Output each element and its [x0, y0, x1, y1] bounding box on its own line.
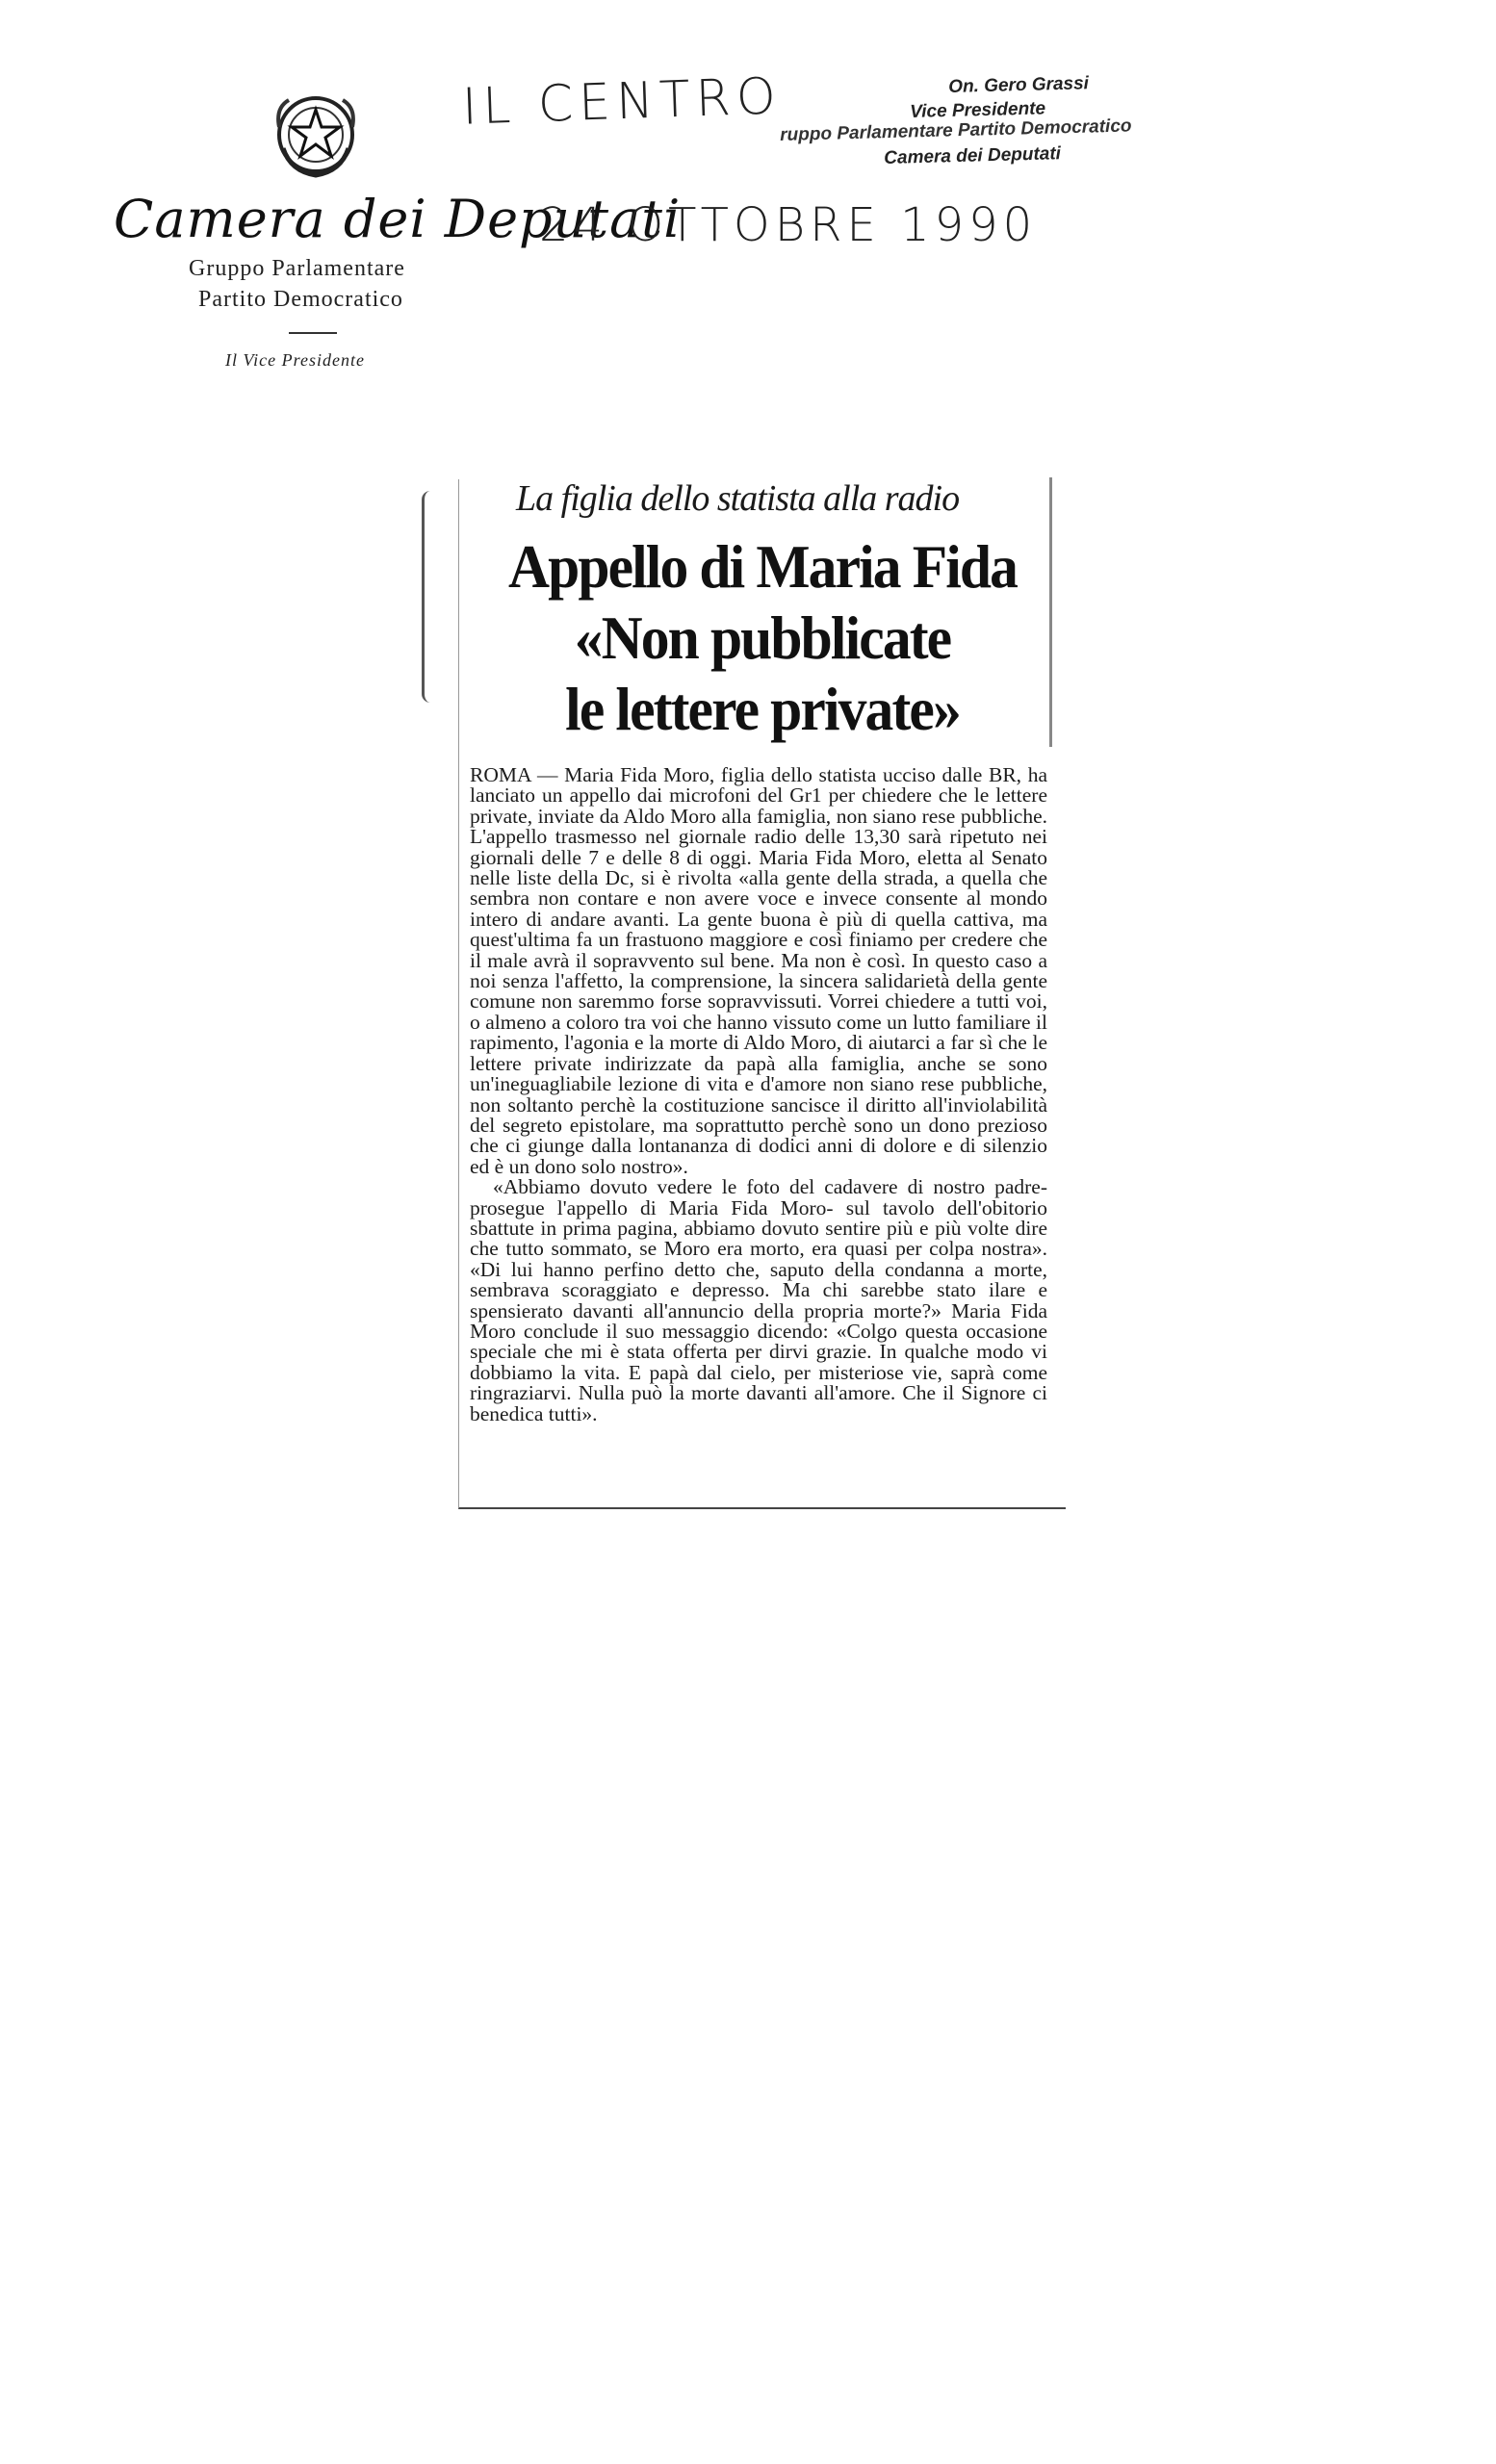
stamp-line4: Camera dei Deputati: [884, 143, 1062, 168]
article-kicker: La figlia dello statista alla radio: [516, 478, 960, 519]
article-paragraph-2: «Abbiamo dovuto vedere le foto del cadavere di nostro padre- prosegue l'appello di Maria Fida Moro- sul tavolo dell'obitorio sbattute in prima pagina, abbiamo dovuto sentire più e più volte dire che tutto sommato, se Moro era morto, era quasi per colpa nostra». «Di lui hanno perfino detto che, saputo della condanna a morte, sembrava scoraggiato e depresso. Ma chi sarebbe stato ilare e spensierato davanti all'annuncio della propria morte?» Maria Fida Moro conclude il suo messaggio dicendo: «Colgo questa occasione speciale che mi è stata offerta per dirvi grazie. In qualche modo vi dobbiamo la vita. E papà dal cielo, per misteriose vie, saprà come ringraziarvi. Nulla può la morte davanti all'amore. Che il Signore ci benedica tutti».: [470, 1175, 1047, 1425]
handwritten-newspaper-name: IL CENTRO: [461, 67, 783, 137]
letterhead-group-line1: Gruppo Parlamentare: [189, 256, 405, 281]
stamp-line2: Vice Presidente: [910, 98, 1046, 122]
headline-line-1: Appello di Maria Fida: [507, 532, 1018, 601]
italian-republic-emblem-icon: [270, 89, 362, 181]
article-body: [470, 765, 1047, 1424]
headline-line-3: le lettere private»: [565, 675, 960, 743]
headline-line-2: «Non pubblicate: [574, 603, 951, 672]
handwritten-date: 24 OTTOBRE 1990: [539, 198, 1038, 252]
letterhead-divider: [289, 332, 337, 334]
article-paragraph-1: ROMA — Maria Fida Moro, figlia dello statista ucciso dalle BR, ha lanciato un appello dai microfoni del Gr1 per chiedere che le lettere private, inviate da Aldo Moro alla famiglia, non siano rese pubbliche. L'appello trasmesso nel giornale radio delle 13,30 sarà ripetuto nei giornali delle 7 e delle 8 di oggi. Maria Fida Moro, eletta al Senato nelle liste della Dc, si è rivolta «alla gente della strada, a quella che sembra non contare e non avere voce e invece consente al mondo intero di andare avanti. La gente buona è più di quella cattiva, ma quest'ultima fa un frastuono maggiore e così finiamo per credere che il male avrà il sopravvento sul bene. Ma non è così. In questo caso a noi senza l'affetto, la comprensione, la sincera salidarietà della gente comune non saremmo forse sopravvissuti. Vorrei chiedere a tutti voi, o almeno a coloro tra voi che hanno vissuto come un lutto familiare il rapimento, l'agonia e la morte di Aldo Moro, di aiutarci a far sì che le lettere private indirizzate da papà alla famiglia, anche se sono un'ineguagliabile lezione di vita e d'amore non siano rese pubbliche, non soltanto perchè la costituzione sancisce il diritto all'inviolabilità del segreto epistolare, ma soprattutto perchè sono un dono prezioso che ci giunge dalla lontananza di dodici anni di dolore e di silenzio ed è un dono solo nostro».: [470, 763, 1047, 1178]
letterhead-group-line2: Partito Democratico: [198, 287, 403, 312]
stamp-line3: ruppo Parlamentare Partito Democratico: [780, 116, 1132, 145]
article-headline: [485, 531, 1041, 745]
letterhead-chamber: Camera dei Deputati: [114, 189, 682, 249]
letterhead-role: Il Vice Presidente: [225, 350, 365, 370]
stamp-line1: On. Gero Grassi: [948, 73, 1090, 97]
clipping-left-edge: [422, 491, 430, 703]
